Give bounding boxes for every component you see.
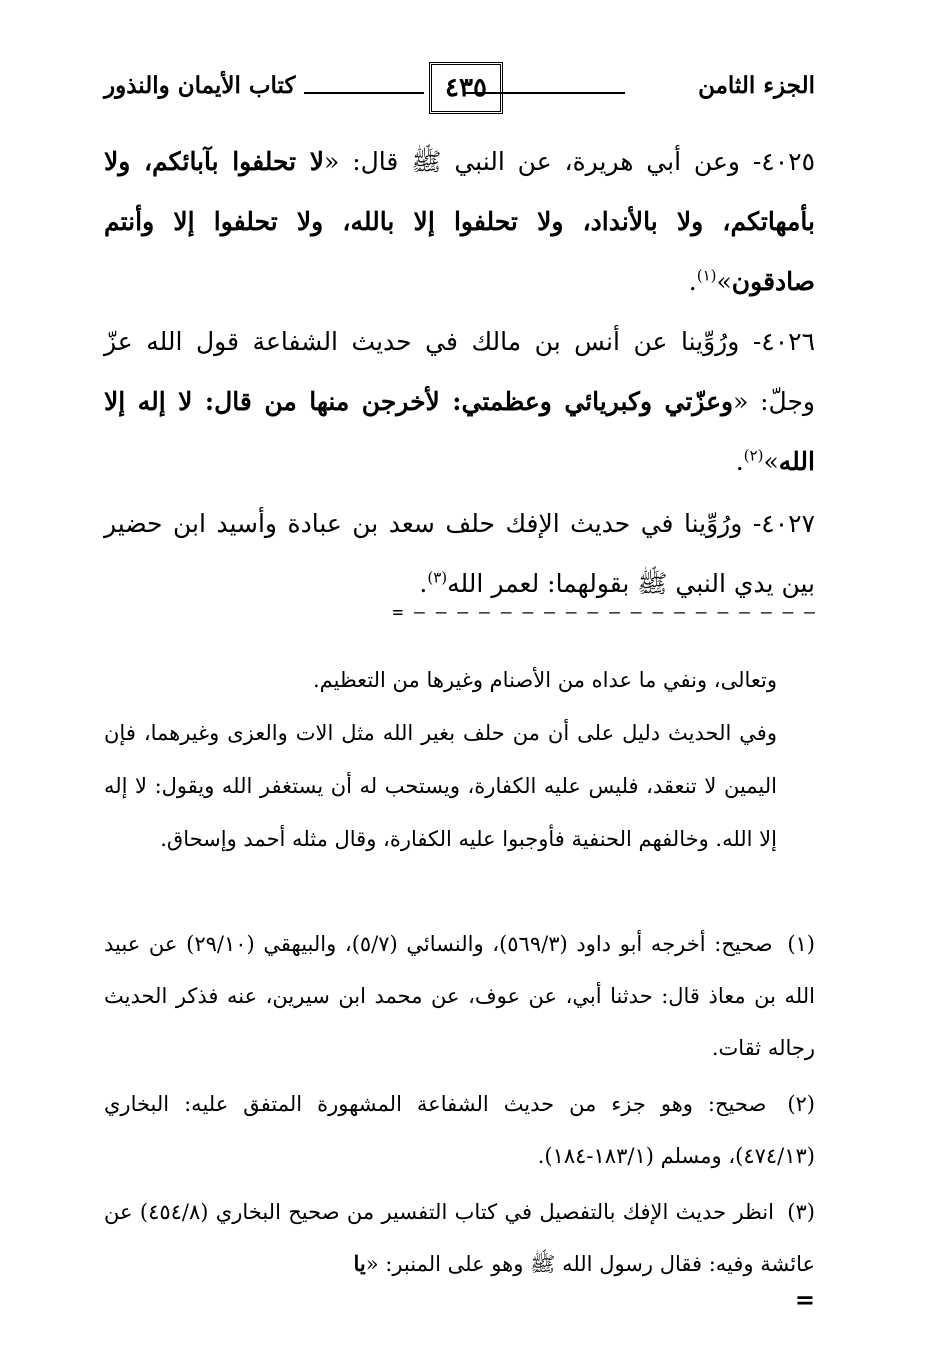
hadith-end: . <box>688 267 697 296</box>
note-paragraph: وفي الحديث دليل على أن من حلف بغير الله مثل الات والعزى وغيرهما، فإن اليمين لا تنعقد، فليس عليه الكفارة، ويستحب له أن يستغفر الله ويقول: لا إله إلا الله. وخالفهم الحنفية فأوجبوا عليه الكفارة، وقال مثله أحمد وإسحاق. <box>104 721 777 851</box>
hadith-number: ٤٠٢٧- <box>752 509 815 538</box>
note-paragraph: وتعالى، ونفي ما عداه من الأصنام وغيرها من التعظيم. <box>312 668 777 692</box>
footnote-ref: (٢) <box>743 446 764 465</box>
footnote-label: (٣) <box>787 1200 815 1224</box>
hadith-intro: ورُوِّينا في حديث الإفك حلف سعد بن عبادة وأسيد ابن حضير بين يدي النبي ﷺ بقولهما: لعمر الله <box>104 509 815 598</box>
hadith-intro: ورُوِّينا عن أنس بن مالك في حديث الشفاعة قول الله عزّ وجلّ: « <box>104 327 815 416</box>
hadith-4025 <box>104 132 815 312</box>
hadith-4026 <box>104 312 815 492</box>
footnote-ref: (٣) <box>427 568 448 587</box>
hadith-close-quote: » <box>763 447 779 476</box>
footnote-separator: = — — — — — — — — — — — — — — — — — — — <box>392 602 815 623</box>
hadith-close-quote: » <box>716 267 732 296</box>
hadith-end: . <box>419 569 428 598</box>
footnote-label: (١) <box>787 932 815 956</box>
continuation-mark: = <box>794 1285 815 1314</box>
hadith-intro: وعن أبي هريرة، عن النبي ﷺ قال: « <box>324 147 740 176</box>
page-header <box>104 62 815 122</box>
header-rule-left <box>304 92 424 94</box>
hadith-number: ٤٠٢٦- <box>752 327 815 356</box>
hadith-4027 <box>104 494 815 614</box>
footnote-label: (٢) <box>787 1092 815 1116</box>
previous-note-continuation <box>104 654 777 866</box>
page-number: ٤٣٥ <box>429 62 503 114</box>
volume-title: الجزء الثامن <box>698 72 815 99</box>
footnote-2 <box>104 1078 815 1182</box>
footnote-text: صحيح: أخرجه أبو داود (٥٦٩/٣)، والنسائي (٥/٧)، والبيهقي (٢٩/١٠) عن عبيد الله بن معاذ قال: حدثنا أبي، عن عوف، عن محمد ابن سيرين، عنه فذكر الحديث رجاله ثقات. <box>104 932 815 1060</box>
footnote-1 <box>104 918 815 1074</box>
footnote-text: انظر حديث الإفك بالتفصيل في كتاب التفسير من صحيح البخاري (٤٥٤/٨) عن عائشة وفيه: فقال رسول الله ﷺ وهو على المنبر: « <box>104 1200 815 1276</box>
hadith-number: ٤٠٢٥- <box>752 147 816 176</box>
chapter-title: كتاب الأيمان والنذور <box>104 72 296 99</box>
footnote-3 <box>104 1186 815 1290</box>
footnote-bold-tail: يا <box>353 1251 366 1276</box>
hadith-text-bold: لا تحلفوا بآبائكم، ولا بأمهاتكم، ولا بالأنداد، ولا تحلفوا إلا بالله، ولا تحلفوا إلا وأنتم صادقون <box>104 147 815 296</box>
footnote-text: صحيح: وهو جزء من حديث الشفاعة المشهورة المتفق عليه: البخاري (٤٧٤/١٣)، ومسلم (١٨٣/١-١٨٤). <box>104 1092 815 1168</box>
hadith-end: . <box>735 447 744 476</box>
footnote-ref: (١) <box>696 266 717 285</box>
hadith-text-bold: وعزّتي وكبريائي وعظمتي: لأخرجن منها من قال: لا إله إلا الله <box>104 387 815 476</box>
